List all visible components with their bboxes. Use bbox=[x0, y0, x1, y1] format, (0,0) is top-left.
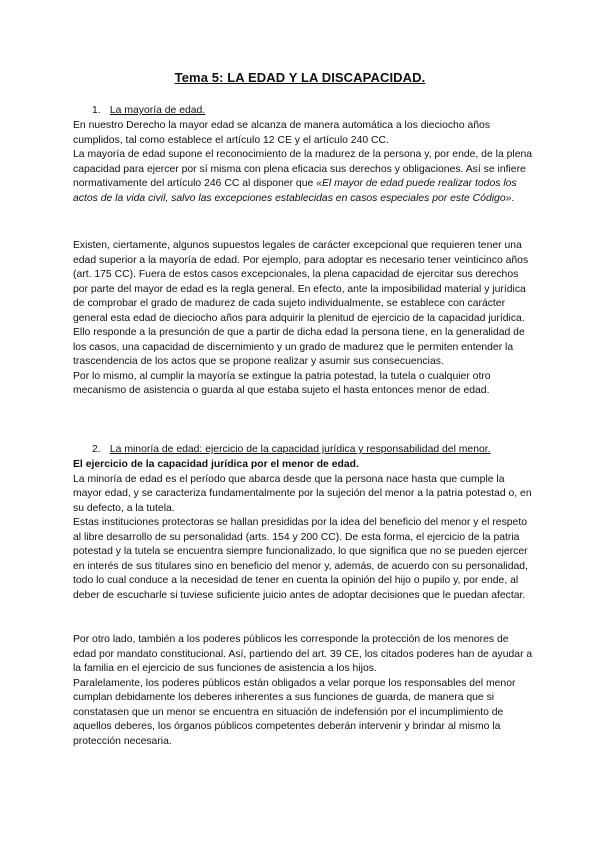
document-title: Tema 5: LA EDAD Y LA DISCAPACIDAD. bbox=[174, 70, 426, 85]
section-1-body bbox=[73, 119, 533, 206]
section-1-paragraph-2-end: . bbox=[511, 192, 515, 204]
section-1-paragraph-1: En nuestro Derecho la mayor edad se alcanza de manera automática a los dieciocho años cumplidos, tal como establece el artículo 12 CE y el artículo 240 CC. bbox=[73, 120, 491, 146]
section-1-paragraph-4: Por lo mismo, al cumplir la mayoría se extingue la patria potestad, la tutela o cualquier otro mecanismo de asistencia o guarda al que estaba sujeto el hasta entonces menor de edad. bbox=[73, 370, 491, 396]
section-2-number: 2. bbox=[92, 444, 101, 455]
section-2-paragraph-4: Paralelamente, los poderes públicos están obligados a velar porque los responsables del menor cumplan debidamente los deberes inherentes a sus funciones de guarda, de manera que si constatasen que un menor se encuentra en situación de indefensión por el incumplimiento de aquellos deberes, los órganos públicos competentes deberán intervenir y brindar al mismo la protección necesaria. bbox=[73, 677, 516, 747]
section-2-heading bbox=[92, 443, 491, 458]
section-2-body bbox=[73, 458, 533, 603]
section-2-paragraph-2: Estas instituciones protectoras se hallan presididas por la idea del beneficio del menor y el respeto al libre desarrollo de su personalidad (arts. 154 y 200 CC). De esta forma, el ejercicio de la patria potestad y la tutela se encuentra siempre funcionalizado, lo que significa que no se pueden ejercer en interés de sus titulares sino en beneficio del menor y, además, de acuerdo con su personalidad, todo lo cual conduce a la necesidad de tener en cuenta la opinión del hijo o pupilo y, por ende, al deber de escucharle si tuviese suficiente juicio antes de adoptar decisiones que le puedan afectar. bbox=[73, 517, 528, 601]
section-1-heading bbox=[92, 104, 205, 119]
section-1-paragraph-2 bbox=[73, 148, 533, 206]
section-2-heading-text: La minoría de edad: ejercicio de la capacidad jurídica y responsabilidad del menor. bbox=[109, 444, 491, 455]
section-1-heading-text: La mayoría de edad. bbox=[109, 105, 206, 116]
section-1-body-continued bbox=[73, 239, 533, 399]
section-1-paragraph-2-text: La mayoría de edad supone el reconocimiento de la madurez de la persona y, por ende, de la plena capacidad para ejercer por sí misma con plena eficacia sus derechos y obligaciones. Así se infiere normativamente del artículo 246 CC al disponer que bbox=[73, 149, 533, 189]
section-2-paragraph-3: Por otro lado, también a los poderes públicos les corresponde la protección de los menores de edad por mandato constitucional. Así, partiendo del art. 39 CE, los citados poderes han de ayudar a la familia en el ejercicio de sus funciones de asistencia a los hijos. bbox=[73, 634, 533, 674]
section-2-subheading: El ejercicio de la capacidad jurídica por el menor de edad. bbox=[73, 459, 359, 470]
section-1-number: 1. bbox=[92, 105, 101, 116]
article-246-quote: «El mayor de edad puede realizar todos los actos de la vida civil, salvo las excepciones establecidas en casos especiales por este Código» bbox=[73, 178, 517, 204]
section-1-paragraph-3: Existen, ciertamente, algunos supuestos legales de carácter excepcional que requieren tener una edad superior a la mayoría de edad. Por ejemplo, para adoptar es necesario tener veinticinco años (art. 175 CC). Fuera de estos casos excepcionales, la plena capacidad de ejercitar sus derechos por parte del mayor de edad es la regla general. En efecto, ante la imposibilidad material y jurídica de comprobar el grado de madurez de cada sujeto individualmente, se establece con carácter general esta edad de dieciocho años para adquirir la plenitud de ejercicio de la capacidad jurídica. Ello responde a la presunción de que a partir de dicha edad la persona tiene, en la generalidad de los casos, una capacidad de discernimiento y un grado de madurez que le permiten entender la trascendencia de los actos que se propone realizar y asumir sus consecuencias. bbox=[73, 240, 529, 367]
section-2-paragraph-1: La minoría de edad es el período que abarca desde que la persona nace hasta que cumple la mayor edad, y se caracteriza fundamentalmente por la sujeción del menor a la patria potestad o, en su defecto, a la tutela. bbox=[73, 473, 532, 514]
section-2-body-continued bbox=[73, 633, 533, 749]
